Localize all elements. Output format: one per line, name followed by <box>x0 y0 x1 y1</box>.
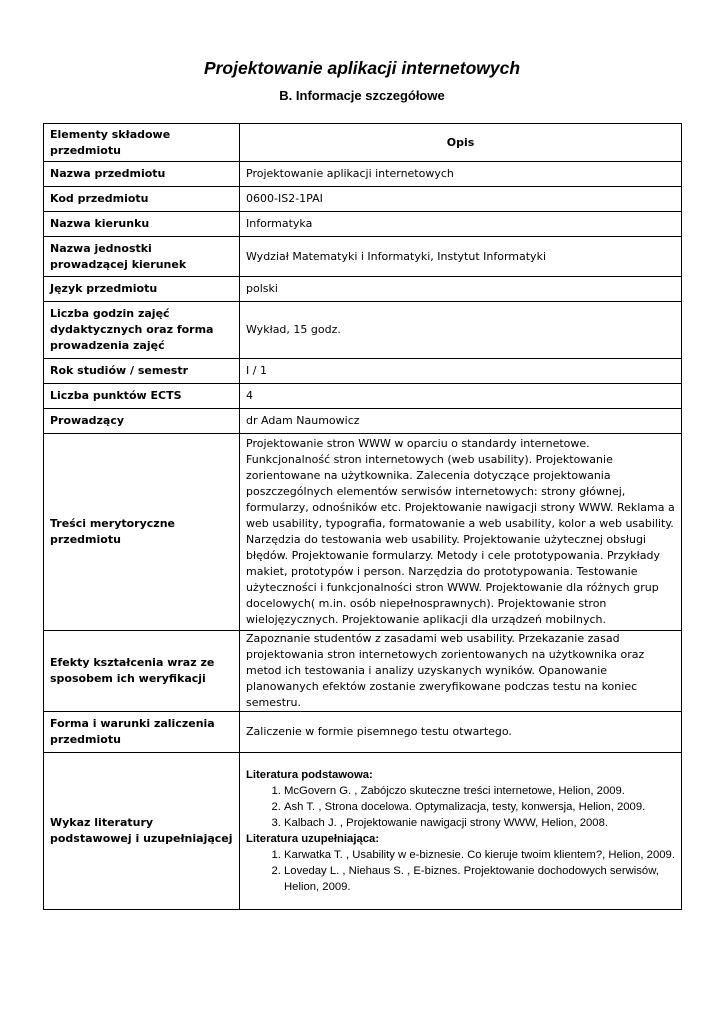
table-row <box>44 302 682 359</box>
document-subtitle <box>0 88 724 103</box>
document-title: Projektowanie aplikacji internetowych <box>203 58 521 78</box>
literature-row <box>44 753 682 910</box>
row-value: Wydział Matematyki i Informatyki, Instytut Informatyki <box>240 237 682 277</box>
list-item: 2. Ash T. , Strona docelowa. Optymalizacja, testy, konwersja, Helion, 2009. <box>284 799 675 815</box>
row-label: Nazwa przedmiotu <box>44 162 240 187</box>
table-row <box>44 162 682 187</box>
row-label: Forma i warunki zaliczenia przedmiotu <box>44 712 240 753</box>
row-label: Nazwa kierunku <box>44 212 240 237</box>
table-row <box>44 212 682 237</box>
row-label: Język przedmiotu <box>44 277 240 302</box>
list-item: 1. Karwatka T. , Usability w e-biznesie. Co kieruje twoim klientem?, Helion, 2009. <box>284 847 675 863</box>
row-label: Liczba punktów ECTS <box>44 384 240 409</box>
row-value: Zapoznanie studentów z zasadami web usability. Przekazanie zasad projektowania stron internetowych zorientowanych na użytkownika oraz metod ich testowania i analizy uzyskanych wyników. Opanowanie planowanych efektów zostanie zweryfikowane podczas testu na koniec semestru. <box>240 631 682 712</box>
row-value: dr Adam Naumowicz <box>240 409 682 434</box>
table-header-row <box>44 124 682 162</box>
row-label: Liczba godzin zajęć dydaktycznych oraz forma prowadzenia zajęć <box>44 302 240 359</box>
course-info-table <box>43 123 682 910</box>
row-value: I / 1 <box>240 359 682 384</box>
supplementary-literature-heading: Literatura uzupełniająca: <box>246 833 380 845</box>
row-label: Kod przedmiotu <box>44 187 240 212</box>
supplementary-literature-list <box>246 847 675 895</box>
row-label: Treści merytoryczne przedmiotu <box>44 434 240 631</box>
row-label: Prowadzący <box>44 409 240 434</box>
table-row <box>44 434 682 631</box>
row-label: Rok studiów / semestr <box>44 359 240 384</box>
table-row <box>44 359 682 384</box>
table-row <box>44 187 682 212</box>
table-row <box>44 631 682 712</box>
subtitle-text: B. Informacje szczegółowe <box>279 88 445 103</box>
list-item: 3. Kalbach J. , Projektowanie nawigacji strony WWW, Helion, 2008. <box>284 815 675 831</box>
literature-label: Wykaz literatury podstawowej i uzupełniającej <box>44 753 240 910</box>
row-label: Efekty kształcenia wraz ze sposobem ich weryfikacji <box>44 631 240 712</box>
row-value: Projektowanie aplikacji internetowych <box>240 162 682 187</box>
basic-literature-heading: Literatura podstawowa: <box>246 769 373 781</box>
table-row <box>44 277 682 302</box>
row-value: Informatyka <box>240 212 682 237</box>
table-row <box>44 409 682 434</box>
row-value: Wykład, 15 godz. <box>240 302 682 359</box>
row-value: Projektowanie stron WWW w oparciu o standardy internetowe. Funkcjonalność stron internetowych (web usability). Projektowanie zorientowane na użytkownika. Zalecenia dotyczące projektowania poszczególnych elementów serwisów internetowych: strony głównej, formularzy, odnośników etc. Projektowanie nawigacji strony WWW. Reklama a web usability, typografia, formatowanie a web usability, kolor a web usability. Narzędzia do testowania web usability. Projektowanie użytecznej obsługi błędów. Projektowanie formularzy. Metody i cele prototypowania. Przykłady makiet, prototypów i person. Narzędzia do prototypowania. Testowanie użyteczności i funkcjonalności stron WWW. Projektowanie dla różnych grup docelowych( m.in. osób niepełnosprawnych). Projektowanie stron wielojęzycznych. Projektowanie aplikacji dla urządzeń mobilnych. <box>240 434 682 631</box>
row-value: Zaliczenie w formie pisemnego testu otwartego. <box>240 712 682 753</box>
list-item: 1. McGovern G. , Zabójczo skuteczne treści internetowe, Helion, 2009. <box>284 783 675 799</box>
row-label: Nazwa jednostki prowadzącej kierunek <box>44 237 240 277</box>
row-value: polski <box>240 277 682 302</box>
header-value-cell: Opis <box>240 124 682 162</box>
basic-literature-list <box>246 783 675 831</box>
literature-cell <box>240 753 682 910</box>
row-value: 0600-IS2-1PAI <box>240 187 682 212</box>
row-value: 4 <box>240 384 682 409</box>
table-row <box>44 384 682 409</box>
table-row <box>44 712 682 753</box>
header-label-cell: Elementy składowe przedmiotu <box>44 124 240 162</box>
list-item: 2. Loveday L. , Niehaus S. , E-biznes. Projektowanie dochodowych serwisów, Helion, 2009. <box>284 863 675 895</box>
table-row <box>44 237 682 277</box>
